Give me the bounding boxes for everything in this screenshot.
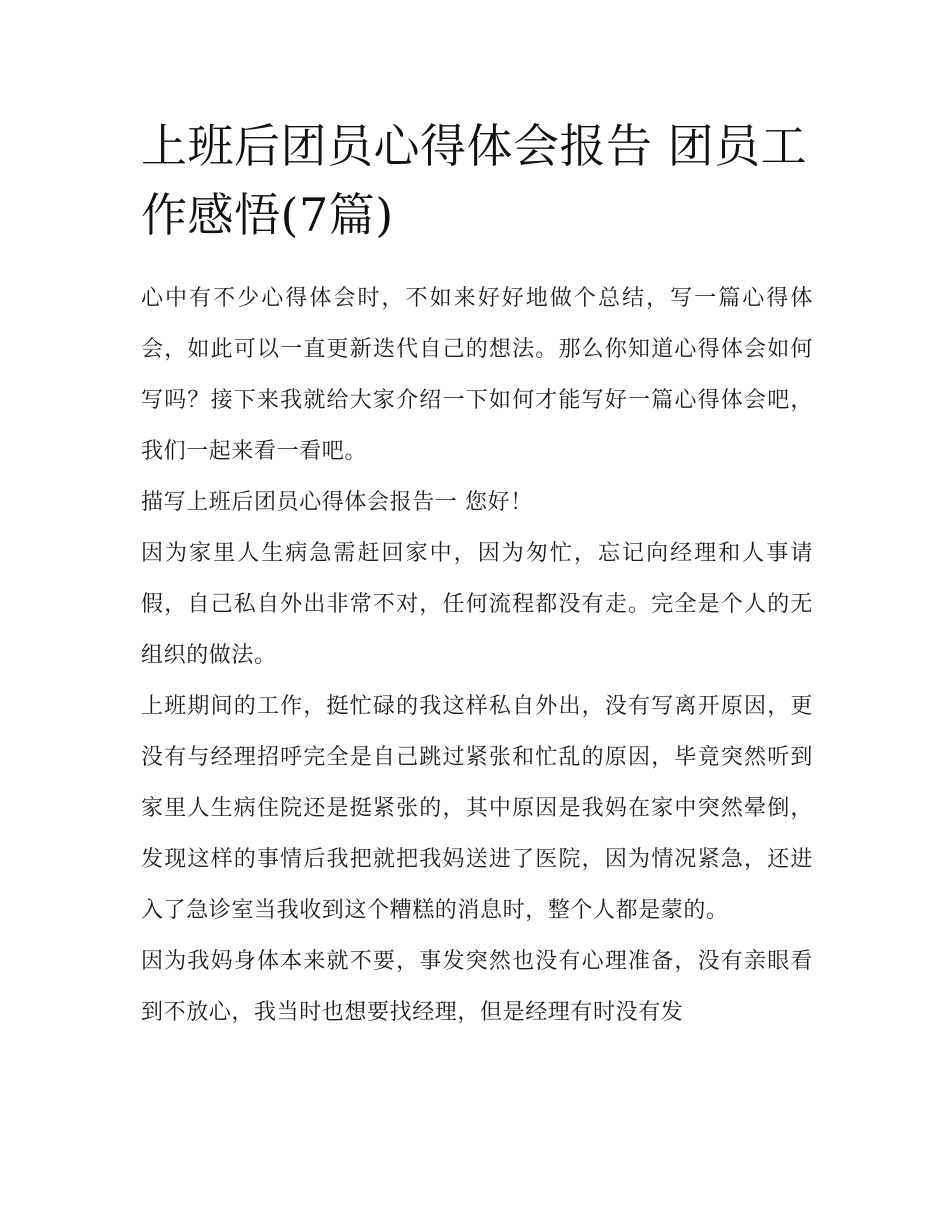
body-paragraph: 因为我妈身体本来就不要，事发突然也没有心理准备，没有亲眼看到不放心，我当时也想要找经理，但是经理有时没有发 [141, 949, 813, 1025]
document-title: 上班后团员心得体会报告 团员工作感悟(7篇) [141, 119, 808, 242]
section-heading-paragraph: 描写上班后团员心得体会报告一 您好！ [141, 490, 533, 515]
body-paragraph: 因为家里人生病急需赶回家中，因为匆忙，忘记向经理和人事请假，自己私自外出非常不对，任何流程都没有走。完全是个人的无组织的做法。 [141, 541, 813, 668]
body-paragraph: 上班期间的工作，挺忙碌的我这样私自外出，没有写离开原因，更没有与经理招呼完全是自己跳过紧张和忙乱的原因，毕竟突然听到家里人生病住院还是挺紧张的，其中原因是我妈在家中突然晕倒，发现这样的事情后我把就把我妈送进了医院，因为情况紧急，还进入了急诊室当我收到这个糟糕的消息时，整个人都是蒙的。 [141, 694, 813, 923]
document-page [141, 112, 813, 1038]
intro-paragraph: 心中有不少心得体会时，不如来好好地做个总结，写一篇心得体会，如此可以一直更新迭代自己的想法。那么你知道心得体会如何写吗？接下来我就给大家介绍一下如何才能写好一篇心得体会吧，我们一起来看一看吧。 [141, 286, 813, 464]
